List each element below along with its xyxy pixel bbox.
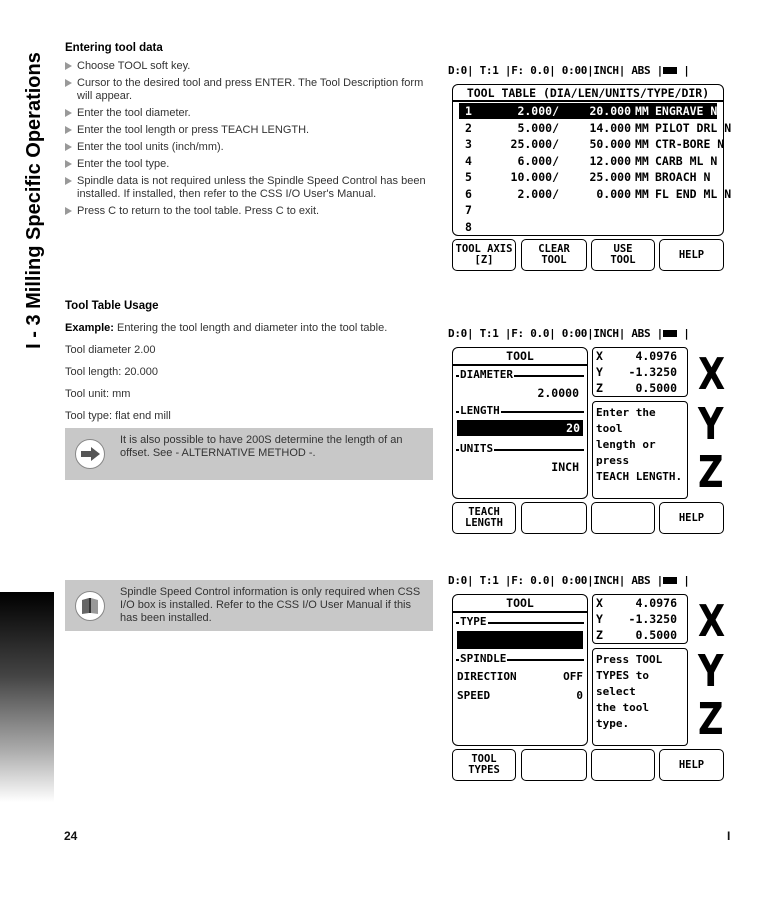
- bullet-item: Enter the tool length or press TEACH LENGTH.: [65, 124, 437, 137]
- tool-cell-dia: 25.000/: [510, 137, 559, 151]
- example-detail: Tool type: flat end mill: [65, 410, 171, 422]
- tool-cell-dia: 2.000/: [517, 186, 559, 201]
- axis-value-z: 0.5000: [635, 381, 677, 395]
- position-readout: [592, 594, 688, 644]
- tool-cell-len: 14.000: [589, 120, 631, 135]
- tool-types-softkey[interactable]: TOOL TYPES: [452, 749, 516, 781]
- bullet-item: Cursor to the desired tool and press ENTER. The Tool Description form will appear.: [65, 77, 437, 103]
- tool-cell-num: 3: [465, 137, 472, 151]
- section-heading: Entering tool data: [65, 42, 163, 54]
- tool-cell-dia: 2.000/: [517, 104, 559, 118]
- tool-cell-dia: 6.000/: [517, 153, 559, 168]
- tool-form-screen-type: [448, 574, 734, 784]
- tool-table-row[interactable]: [459, 153, 717, 169]
- help-panel: [592, 401, 688, 499]
- tool-cell-unit: MM: [635, 104, 649, 118]
- axis-value-x: 4.0976: [635, 349, 677, 363]
- big-axis-z: Z: [698, 447, 724, 498]
- tool-cell-type: FL END ML N: [655, 186, 732, 201]
- tool-table: [452, 84, 732, 236]
- tool-table-screen: [448, 64, 734, 272]
- tool-cell-unit: MM: [635, 120, 649, 135]
- help-text: Press TOOL TYPES to select the tool type.: [596, 653, 663, 730]
- help-panel: [592, 648, 688, 746]
- direction-label: DIRECTION: [457, 670, 517, 683]
- type-label: TYPE: [460, 615, 487, 628]
- length-value[interactable]: 20: [457, 420, 583, 436]
- section-tool-table-usage: [65, 300, 437, 423]
- tool-table-row[interactable]: [459, 186, 732, 202]
- axis-label-z: Z: [596, 381, 603, 395]
- blank-softkey[interactable]: [521, 502, 587, 534]
- tool-form: [452, 347, 588, 499]
- tool-cell-type: CTR-BORE N: [655, 137, 725, 151]
- example-detail: Tool length: 20.000: [65, 366, 158, 378]
- tool-cell-unit: MM: [635, 137, 649, 151]
- axis-label-x: X: [596, 349, 603, 363]
- section-entering-tool-data: [65, 42, 437, 218]
- clear-tool-softkey[interactable]: CLEAR TOOL: [521, 239, 587, 271]
- bullet-item: Enter the tool type.: [65, 158, 437, 171]
- example-detail: Tool diameter 2.00: [65, 344, 156, 356]
- manual-book-icon: [75, 591, 105, 621]
- form-title: TOOL: [506, 349, 534, 363]
- tool-cell-unit: MM: [635, 153, 649, 168]
- help-softkey[interactable]: HELP: [659, 749, 724, 781]
- section-heading: Tool Table Usage: [65, 300, 159, 312]
- axis-value-z: 0.5000: [635, 628, 677, 642]
- battery-icon: [663, 577, 677, 584]
- tool-table-row[interactable]: [459, 103, 717, 119]
- status-bar: D:0| T:1 |F: 0.0| 0:00|INCH| ABS | |: [448, 327, 690, 340]
- axis-value-x: 4.0976: [635, 596, 677, 610]
- diameter-label: DIAMETER: [460, 368, 513, 381]
- type-field[interactable]: [457, 631, 583, 649]
- units-label: UNITS: [460, 442, 494, 455]
- tool-cell-unit: MM: [635, 186, 649, 201]
- example-line: Example: Entering the tool length and diameter into the tool table.: [65, 322, 388, 334]
- bullet-item: Spindle data is not required unless the Spindle Speed Control has been installed. If installed, then refer to the CSS I/O User's Manual.: [65, 175, 437, 201]
- axis-value-y: -1.3250: [628, 365, 677, 379]
- note-css-io: Spindle Speed Control information is only required when CSS I/O box is installed. Refer to the CSS I/O User Manual if this has been installed.: [65, 580, 433, 631]
- tool-cell-dia: 5.000/: [517, 120, 559, 135]
- page-number: 24: [64, 829, 78, 843]
- axis-label-y: Y: [596, 612, 603, 626]
- axis-label-z: Z: [596, 628, 603, 642]
- example-detail: Tool unit: mm: [65, 388, 131, 400]
- battery-icon: [663, 67, 677, 74]
- tool-cell-len: 12.000: [589, 153, 631, 168]
- note-alternative-method: It is also possible to have 200S determine the length of an offset. See - ALTERNATIVE METHOD -.: [65, 428, 433, 480]
- tool-cell-type: CARB ML N: [655, 153, 718, 168]
- tool-cell-len: 25.000: [589, 170, 631, 184]
- status-bar: D:0| T:1 |F: 0.0| 0:00|INCH| ABS | |: [448, 64, 690, 77]
- help-softkey[interactable]: HELP: [659, 239, 724, 271]
- tool-cell-type: PILOT DRL N: [655, 120, 732, 135]
- tool-form: [452, 594, 588, 746]
- position-readout: [592, 347, 688, 397]
- big-axis-x: X: [698, 349, 726, 400]
- tool-table-row[interactable]: [459, 136, 725, 152]
- tool-form-screen-length: [448, 327, 734, 537]
- tool-table-row[interactable]: [459, 202, 717, 218]
- battery-icon: [663, 330, 677, 337]
- tool-table-row[interactable]: [459, 120, 732, 136]
- big-axis-z: Z: [698, 694, 724, 745]
- use-tool-softkey[interactable]: USE TOOL: [591, 239, 655, 271]
- bullet-item: Enter the tool units (inch/mm).: [65, 141, 437, 154]
- big-axis-x: X: [698, 596, 726, 647]
- tool-cell-num: 8: [465, 219, 472, 234]
- tool-table-title: TOOL TABLE (DIA/LEN/UNITS/TYPE/DIR): [466, 86, 710, 100]
- axis-value-y: -1.3250: [628, 612, 677, 626]
- blank-softkey[interactable]: [521, 749, 587, 781]
- tool-cell-dia: 10.000/: [510, 170, 559, 184]
- axis-label-y: Y: [596, 365, 603, 379]
- spindle-label: SPINDLE: [460, 652, 507, 665]
- bullet-item: Choose TOOL soft key.: [65, 60, 437, 73]
- tool-table-row[interactable]: [459, 219, 717, 235]
- tool-cell-type: BROACH N: [655, 170, 711, 184]
- tool-cell-len: 20.000: [589, 104, 631, 118]
- big-axis-y: Y: [698, 646, 724, 697]
- chapter-tab: [0, 592, 54, 802]
- big-axis-y: Y: [698, 399, 724, 450]
- tool-cell-num: 6: [465, 186, 472, 201]
- tool-cell-num: 1: [465, 104, 472, 118]
- form-title: TOOL: [506, 596, 534, 610]
- direction-value[interactable]: OFF: [563, 670, 583, 683]
- section-marker: I: [727, 829, 731, 843]
- length-label: LENGTH: [460, 404, 500, 417]
- teach-length-softkey[interactable]: TEACH LENGTH: [452, 502, 516, 534]
- tool-cell-num: 2: [465, 120, 472, 135]
- blank-softkey[interactable]: [591, 749, 655, 781]
- arrow-right-icon: [75, 439, 105, 469]
- tool-cell-len: 0.000: [596, 186, 631, 201]
- diameter-value[interactable]: 2.0000: [537, 386, 579, 400]
- bullet-item: Press C to return to the tool table. Press C to exit.: [65, 205, 437, 218]
- help-text: Enter the tool length or press TEACH LENGTH.: [596, 406, 683, 483]
- tool-cell-num: 4: [465, 153, 472, 168]
- bullet-item: Enter the tool diameter.: [65, 107, 437, 120]
- tool-cell-num: 7: [465, 203, 472, 217]
- speed-label: SPEED: [457, 689, 491, 702]
- speed-value[interactable]: 0: [576, 689, 583, 702]
- tool-cell-num: 5: [465, 170, 472, 184]
- tool-cell-len: 50.000: [589, 137, 631, 151]
- tool-table-row[interactable]: [459, 169, 717, 185]
- blank-softkey[interactable]: [591, 502, 655, 534]
- units-value[interactable]: INCH: [551, 460, 579, 474]
- tool-axis-softkey[interactable]: TOOL AXIS [Z]: [452, 239, 516, 271]
- tool-cell-unit: MM: [635, 170, 649, 184]
- axis-label-x: X: [596, 596, 603, 610]
- status-bar: D:0| T:1 |F: 0.0| 0:00|INCH| ABS | |: [448, 574, 690, 587]
- tool-cell-type: ENGRAVE N: [655, 104, 718, 118]
- chapter-title: I - 3 Milling Specific Operations: [22, 51, 45, 349]
- help-softkey[interactable]: HELP: [659, 502, 724, 534]
